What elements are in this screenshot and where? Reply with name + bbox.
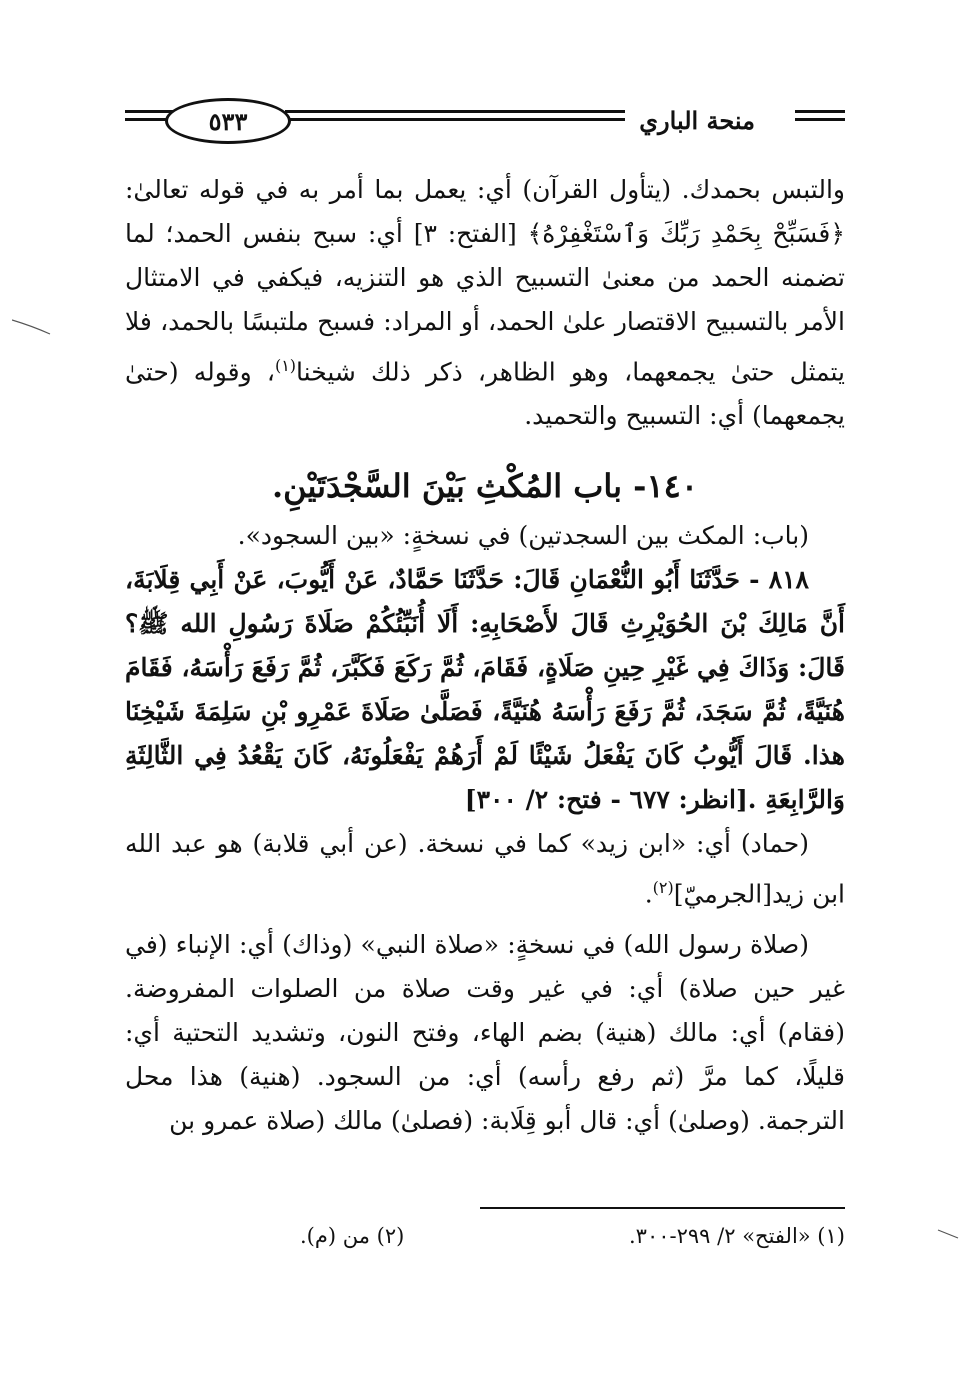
footnote-ref-2: (٢) <box>652 878 674 898</box>
scan-mark-left <box>12 318 52 338</box>
chapter-title: ١٤٠- باب المُكْثِ بَيْنَ السَّجْدَتَيْنِ. <box>271 467 699 506</box>
commentary-text: والتبس بحمدك. (يتأول القرآن) أي: يعمل بما أمر به في قوله تعالىٰ: ﴿فَسَبِّحْ بِحَمْدِ رَبِّكَ وَٱسْتَغْفِرْهُ﴾ [الفتح: ٣] أي: سبح بنفس الحمد؛ لما تضمنه الحمد من معنىٰ التسبيح الذي هو التنزيه، فيكفي في الامتثال الأمر بالتسبيح الاقتصار علىٰ الحمد، أو المراد: فسبح ملتبسًا بالحمد، فلا يتمثل حتىٰ يجمعهما، وهو الظاهر، ذكر ذلك شيخنا <box>125 175 846 387</box>
hadith-text: ٨١٨ - حَدَّثَنَا أَبُو النُّعْمَانِ قَالَ: حَدَّثَنَا حَمَّادٌ، عَنْ أَيُّوبَ، عَنْ أَبِي قِلَابَةَ، أَنَّ مَالِكَ بْنَ الحُوَيْرِثِ قَالَ لأَصْحَابِهِ: أَلَا أُنَبِّئُكُمْ صَلَاةَ رَسُولِ الله ﷺ؟ قَالَ: وَذَاكَ فِي غَيْرِ حِينِ صَلَاةٍ، فَقَامَ، ثُمَّ رَكَعَ فَكَبَّرَ، ثُمَّ رَفَعَ رَأْسَهُ، فَقَامَ هُنَيَّةً، ثُمَّ سَجَدَ، ثُمَّ رَفَعَ رَأْسَهُ هُنَيَّةً، فَصَلَّىٰ صَلَاةَ عَمْرِو بْنِ سَلِمَةَ شَيْخِنَا هذا. قَالَ أَيُّوبُ كَانَ يَفْعَلُ شَيْئًا لَمْ أَرَهُمْ يَفْعَلُونَهُ، كَانَ يَقْعُدُ فِي الثَّالِثَةِ وَالرَّابِعَةِ .[انظر: ٦٧٧ - فتح: ٢/ ٣٠٠] <box>125 565 845 815</box>
footnote-1: (١) «الفتح» ٢/ ٢٩٩-٣٠٠. <box>628 1224 845 1248</box>
footnote-divider <box>480 1207 845 1209</box>
header-rule-right <box>795 110 845 113</box>
hammad-paragraph: (حماد) أي: «ابن زيد» كما في نسخة. (عن أبي قلابة) هو عبد الله ابن زيد[الجرميّ]$^{(٢)}$. <box>125 829 845 909</box>
header-rule-middle-2 <box>285 118 625 121</box>
header-rule-right-2 <box>795 118 845 121</box>
header-rule-middle <box>285 110 625 113</box>
footnote-2: (٢) من (م). <box>300 1224 405 1248</box>
commentary-text-end: ، وقوله (حتىٰ يجمعهما) أي: التسبيح والتحميد. <box>125 357 845 431</box>
chapter-note: (باب: المكث بين السجدتين) في نسخةٍ: «بين السجود». <box>237 521 809 551</box>
main-text <box>125 168 845 1143</box>
scan-mark-right <box>936 1228 960 1240</box>
salat-paragraph: (صلاة رسول الله) في نسخةٍ: «صلاة النبي» (وذاك) أي: الإنباء (في غير حين صلاة) أي: في غير وقت صلاة من الصلوات المفروضة. (فقام) أي: مالك (هنية) بضم الهاء، وفتح النون، وتشديد التحتية أي: قليلًا، كما مرَّ (ثم رفع رأسه) أي: من السجود. (هنية) هذا محل الترجمة. (وصلىٰ) أي: قال أبو قِلَابة: (فصلىٰ) مالك (صلاة عمرو بن <box>125 929 845 1135</box>
hammad-text: (حماد) أي: «ابن زيد» كما في نسخة. (عن أبي قلابة) هو عبد الله ابن زيد[الجرميّ] <box>125 829 845 909</box>
page-header <box>125 88 845 148</box>
running-title: منحة الباري <box>639 106 755 135</box>
commentary-paragraph <box>125 168 845 438</box>
page-number: ٥٣٣ <box>165 98 291 144</box>
footnote-ref-1: (١) <box>274 356 297 375</box>
footnotes <box>300 1218 845 1254</box>
